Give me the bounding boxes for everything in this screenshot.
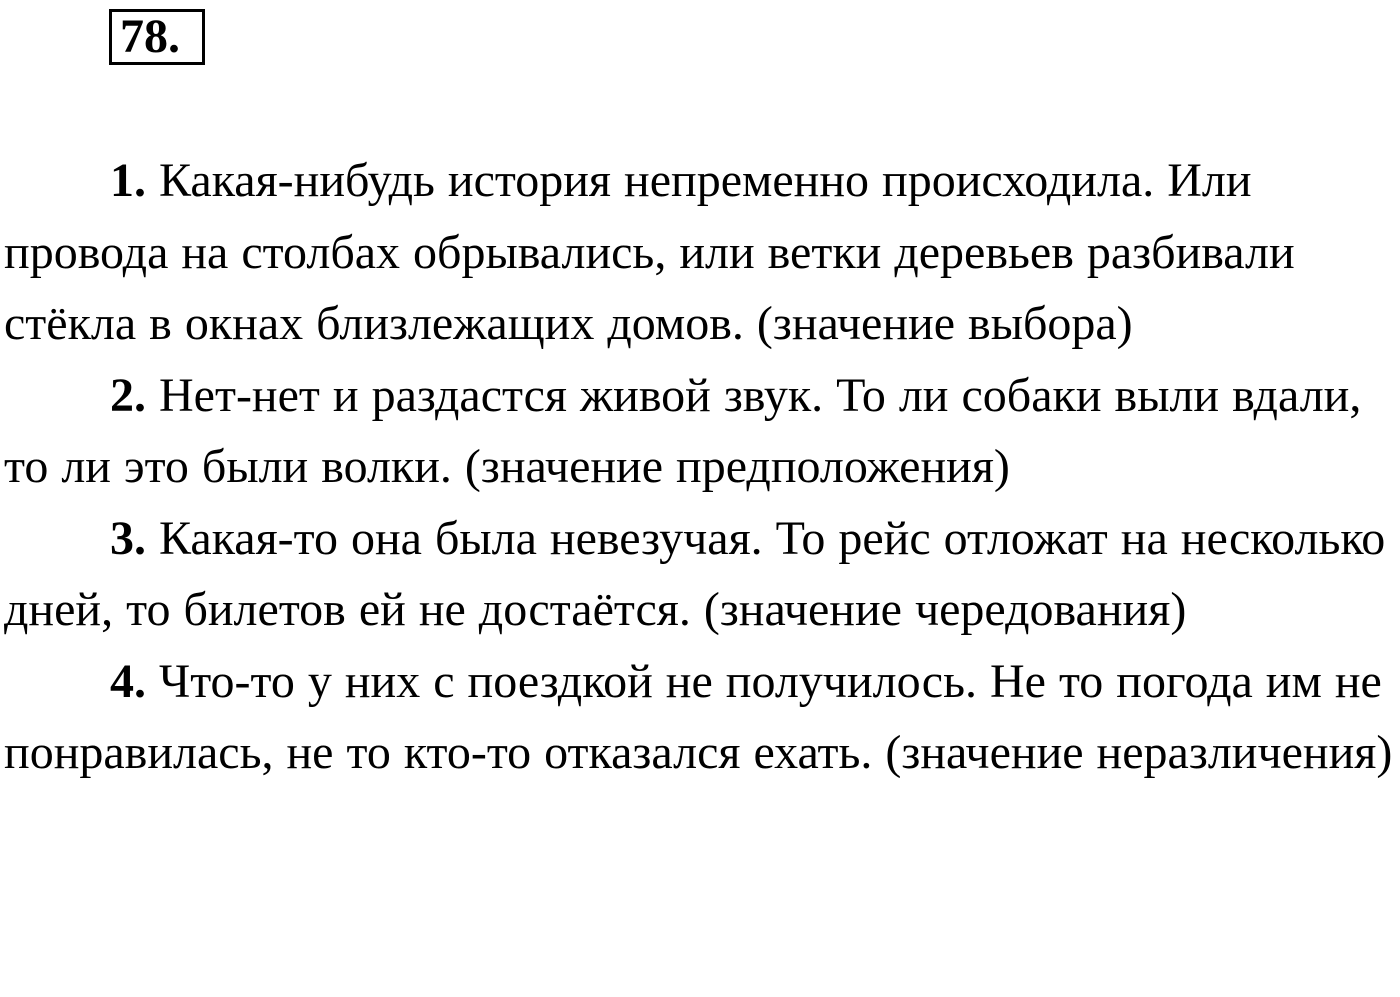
item-text: Что-то у них с поездкой не получилось. Не то погода им не понравилась, не то кто-то отказался ехать. (значение неразличения) [4,654,1393,779]
answer-item-4 [4,646,1400,789]
answer-item-2 [4,360,1400,503]
item-number: 3. [110,511,146,565]
item-text: Какая-то она была невезучая. То рейс отложат на несколько дней, то билетов ей не достаётся. (значение чередования) [4,511,1386,636]
item-text: Нет-нет и раздастся живой звук. То ли собаки выли вдали, то ли это были волки. (значение предположения) [4,368,1362,493]
item-number: 4. [110,654,146,708]
item-number: 1. [110,154,146,207]
item-text: Какая-нибудь история непременно происходила. Или провода на столбах обрывались, или ветки деревьев разбивали стёкла в окнах близлежащих домов. (значение выбора) [4,154,1295,350]
answer-item-1 [4,145,1400,360]
task-number: 78. [109,9,205,65]
answer-item-3 [4,503,1400,646]
item-number: 2. [110,368,146,422]
answer-list [4,145,1400,789]
